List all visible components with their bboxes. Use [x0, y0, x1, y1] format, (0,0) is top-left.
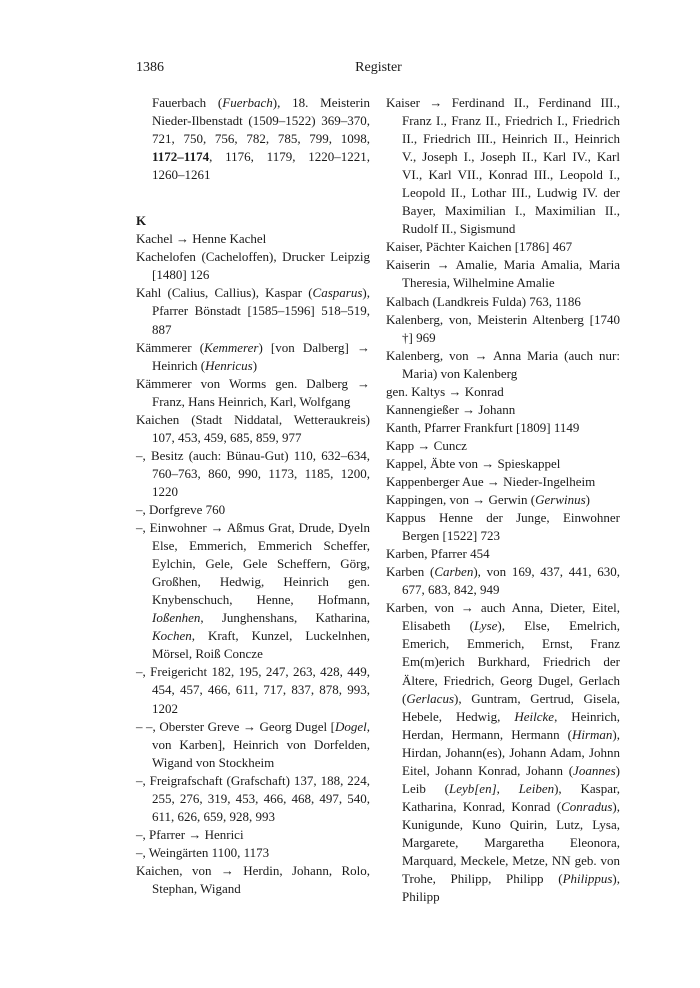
register-entry: Kanth, Pfarrer Frankfurt [1809] 1149: [386, 419, 580, 435]
page-header: [136, 60, 621, 82]
register-entry: gen. Kaltys → Konrad: [386, 383, 504, 399]
register-entry: Kappenberger Aue → Nieder-Ingelheim: [386, 473, 596, 489]
register-entry: –, Einwohner → Aßmus Grat, Drude, Dyeln Else, Emmerich, Emmerich Scheffer, Eylchin, Gele, Gele Scheffern, Görg, Großhen, Hedwig, Heinrich gen. Knybenschuch, Henne, Hofmann, Ioßenhen, Junghenshans, Katharina, Kochen, Kraft, Kunzel, Luckelnhen, Mörsel, Roiß Concze: [136, 520, 370, 662]
register-entry: Kapp → Cuncz: [386, 437, 467, 453]
register-entry: Kachel → Henne Kachel: [136, 231, 267, 247]
register-entry: –, Freigrafschaft (Grafschaft) 137, 188, 224, 255, 276, 319, 453, 466, 468, 497, 540, 611, 626, 659, 928, 993: [136, 772, 370, 824]
running-title: Register: [355, 60, 402, 75]
register-entry: Kämmerer (Kemmerer) [von Dalberg] → Heinrich (Henricus): [136, 339, 370, 373]
left-entry-list: [136, 230, 370, 898]
register-entry: Kahl (Calius, Callius), Kaspar (Casparus), Pfarrer Bönstadt [1585–1596] 518–519, 887: [136, 285, 370, 337]
register-entry: Kaiser → Ferdinand II., Ferdinand III., Franz I., Franz II., Friedrich I., Friedrich II., Friedrich III., Heinrich II., Heinrich V., Joseph I., Joseph II., Karl IV., Karl VI., Karl VII., Konrad III., Leopold I., Leopold II., Lothar III., Ludwig IV. der Bayer, Maximilian I., Maximilian II., Rudolf II., Sigismund: [386, 95, 620, 237]
register-entry: Kannengießer → Johann: [386, 401, 516, 417]
register-entry: –, Besitz (auch: Bünau-Gut) 110, 632–634, 760–763, 860, 990, 1173, 1185, 1200, 1220: [136, 447, 370, 499]
register-entry: Karben, Pfarrer 454: [386, 546, 490, 562]
register-entry: –, Weingärten 1100, 1173: [136, 844, 270, 860]
register-entry: – –, Oberster Greve → Georg Dugel [Dogel, von Karben], Heinrich von Dorfelden, Wigand von Stockheim: [136, 718, 370, 770]
register-entry: Kappingen, von → Gerwin (Gerwinus): [386, 492, 591, 508]
register-entry: –, Dorfgreve 760: [136, 501, 226, 517]
register-entry: Kaichen, von → Herdin, Johann, Rolo, Stephan, Wigand: [136, 862, 370, 896]
register-entry: –, Pfarrer → Henrici: [136, 826, 244, 842]
register-entry: Kalenberg, von, Meisterin Altenberg [1740 †] 969: [386, 311, 620, 345]
register-entry: Kachelofen (Cacheloffen), Drucker Leipzig [1480] 126: [136, 249, 370, 283]
left-column: [136, 94, 370, 898]
register-entry: Kappel, Äbte von → Spieskappel: [386, 455, 561, 471]
register-entry: Kalenberg, von → Anna Maria (auch nur: Maria) von Kalenberg: [386, 347, 620, 381]
right-entry-list: [386, 94, 620, 906]
register-entry: Kappus Henne der Junge, Einwohner Bergen [1522] 723: [386, 510, 620, 544]
register-entry: Karben (Carben), von 169, 437, 441, 630, 677, 683, 842, 949: [386, 564, 620, 598]
right-column: [386, 94, 620, 906]
register-entry: Kalbach (Landkreis Fulda) 763, 1186: [386, 293, 581, 309]
register-entry: Kaichen (Stadt Niddatal, Wetteraukreis) 107, 453, 459, 685, 859, 977: [136, 411, 370, 445]
register-entry: –, Freigericht 182, 195, 247, 263, 428, 449, 454, 457, 466, 611, 717, 837, 878, 993, 1202: [136, 664, 370, 716]
register-entry: Karben, von → auch Anna, Dieter, Eitel, Elisabeth (Lyse), Else, Emelrich, Emerich, Emmerich, Ernst, Franz Em(m)erich Burkhard, Friedrich der Ältere, Friedrich, Georg Dugel, Gerlach (Gerlacus), Guntram, Gertrud, Gisela, Hebele, Hedwig, Heilcke, Heinrich, Herdan, Hermann, Hermann (Hirman), Hirdan, Johann(es), Johann Adam, Johnn Eitel, Johann Konrad, Johann (Joannes) Leib (Leyb[en], Leiben), Kaspar, Katharina, Konrad, Konrad (Conradus), Kunigunde, Kuno Quirin, Lutz, Lysa, Margarete, Margaretha Eleonora, Marquard, Meckele, Metze, NN geb. von Trohe, Philipp, Philipp (Philippus), Philipp: [386, 600, 621, 905]
page-number: 1386: [136, 60, 164, 75]
register-entry: Kaiser, Pächter Kaichen [1786] 467: [386, 239, 573, 255]
register-entry: Kaiserin → Amalie, Maria Amalia, Maria Theresia, Wilhelmine Amalie: [386, 257, 620, 291]
register-entry: Kämmerer von Worms gen. Dalberg → Franz, Hans Heinrich, Karl, Wolfgang: [136, 375, 370, 409]
section-letter: K: [136, 213, 147, 229]
continued-entry: Fauerbach (Fuerbach), 18. Meisterin Nieder-Ilbenstadt (1509–1522) 369–370, 721, 750, 756, 782, 785, 799, 1098, 1172–1174, 1176, 1179, 1220–1221, 1260–1261: [152, 95, 371, 183]
